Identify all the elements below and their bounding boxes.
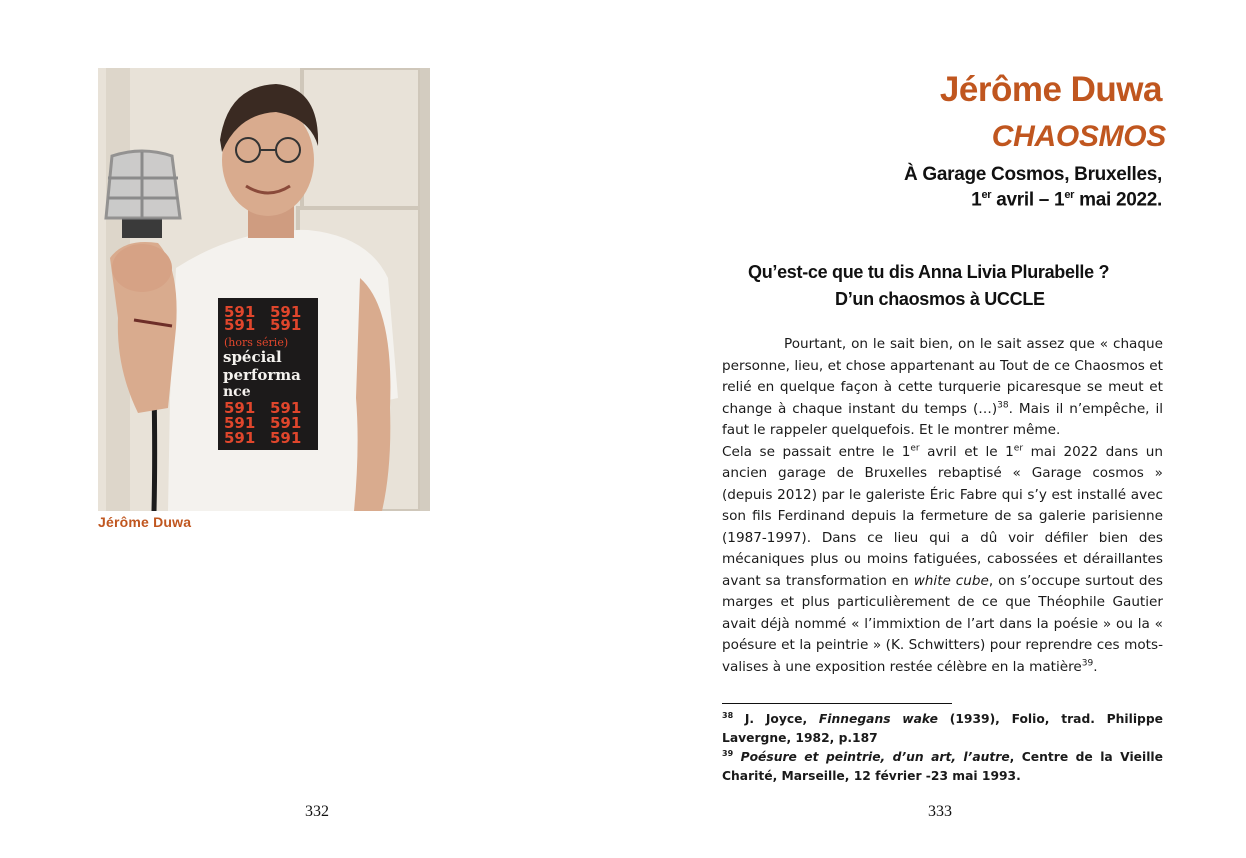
svg-text:591: 591	[224, 414, 256, 432]
venue-line: À Garage Cosmos, Bruxelles,	[903, 164, 1162, 185]
footnote-38: $^{38}$ J. Joyce, Finnegans wake (1939), Folio, trad. Philippe Lavergne, 1982, p.187	[722, 710, 1163, 745]
svg-text:591: 591	[270, 316, 302, 334]
author-photo-illustration	[98, 68, 430, 511]
svg-text:spécial: spécial	[223, 348, 282, 366]
author-photo	[98, 68, 430, 511]
svg-text:591: 591	[270, 429, 302, 447]
footnote-ref-39: 39	[1081, 657, 1094, 668]
footnotes	[722, 710, 1163, 786]
footnote-divider	[722, 703, 952, 704]
svg-text:591: 591	[224, 429, 256, 447]
page-number-left: 332	[305, 803, 329, 820]
svg-text:(hors série): (hors série)	[224, 336, 289, 349]
paragraph-1: Pourtant, on le sait bien, on le sait assez que « chaque personne, lieu, et chose appartenant au Tout de ce Chaosmos et relié en quelque façon à cette turquerie picaresque se meut et change à chaque instant du temps (…)$^{38}$. Mais il n’empêche, il faut le rappeler quelquefois. Et le montrer même.	[722, 336, 1163, 438]
svg-text:591: 591	[270, 414, 302, 432]
page-number-right: 333	[928, 803, 952, 820]
section-heading-line2: D’un chaosmos à UCCLE	[835, 289, 1045, 309]
footnote-ref-38: 38	[997, 399, 1009, 410]
svg-text:591: 591	[270, 399, 302, 417]
paragraph-2: Cela se passait entre le 1er avril et le 1er mai 2022 dans un ancien garage de Bruxelles rebaptisé « Garage cosmos » (depuis 2012) par le galeriste Éric Fabre qui s’y est installé avec son fils Ferdinand depuis la fermeture de sa galerie parisienne (1987-1997). Dans ce lieu qui a dû voir défiler bien des mécaniques plus ou moins fatiguées, cabossées et déraillantes avant sa transformation en white cube, on s’occupe surtout des marges et plus particulièrement de ce que Théophile Gautier avait déjà nommé « l’immixtion de l’art dans la poésie » ou la « poésure et la peintrie » (K. Schwitters) pour reprendre ces mots-valises à une exposition restée célèbre en la matière$^{39}$.	[722, 442, 1163, 675]
svg-text:nce: nce	[223, 384, 251, 400]
body-text	[722, 334, 1163, 678]
svg-text:591: 591	[270, 303, 302, 321]
section-heading-line1: Qu’est-ce que tu dis Anna Livia Plurabelle ?	[748, 262, 1110, 282]
dates-line: 1er avril – 1er mai 2022.	[971, 189, 1162, 211]
photo-caption: Jérôme Duwa	[98, 514, 192, 530]
author-name: Jérôme Duwa	[939, 70, 1162, 109]
exhibition-title: CHAOSMOS	[991, 120, 1166, 153]
svg-text:591: 591	[224, 399, 256, 417]
footnote-39: $^{39}$ Poésure et peintrie, d’un art, l’autre, Centre de la Vieille Charité, Marseille, 12 février -23 mai 1993.	[722, 748, 1163, 783]
svg-text:591: 591	[224, 316, 256, 334]
svg-text:591: 591	[224, 303, 256, 321]
svg-text:performa: performa	[223, 366, 301, 384]
